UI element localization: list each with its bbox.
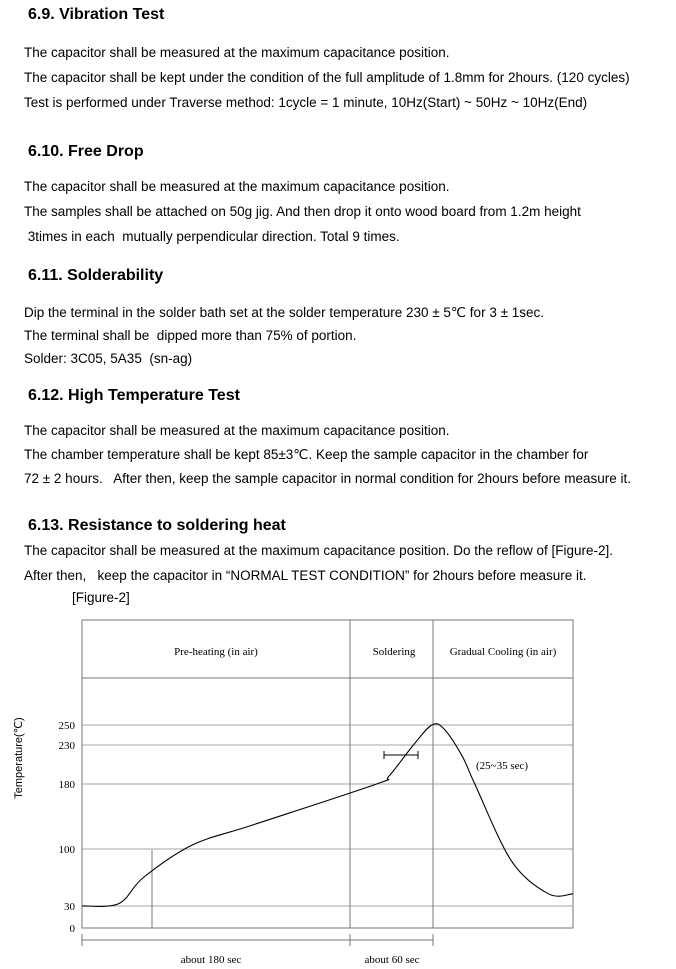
- y-tick-label: 250: [58, 720, 75, 732]
- heading-high-temperature-test: 6.12. High Temperature Test: [28, 387, 240, 404]
- zone-label-preheating: Pre-heating (in air): [174, 646, 258, 658]
- y-tick-label: 30: [64, 901, 75, 913]
- paragraph-line: The chamber temperature shall be kept 85±3℃. Keep the sample capacitor in the chamber for: [24, 447, 589, 462]
- paragraph-line: The capacitor shall be measured at the maximum capacitance position.: [24, 45, 450, 60]
- paragraph-line: Solder: 3C05, 5A35 (sn-ag): [24, 351, 193, 366]
- zone-label-soldering: Soldering: [372, 646, 416, 658]
- zone-label-cooling: Gradual Cooling (in air): [449, 646, 557, 658]
- y-tick-label: 100: [58, 844, 75, 856]
- y-tick-label: 180: [58, 779, 75, 791]
- paragraph-line: The capacitor shall be measured at the maximum capacitance position.: [24, 179, 450, 194]
- paragraph-line: 72 ± 2 hours. After then, keep the sample capacitor in normal condition for 2hours before measure it.: [24, 471, 631, 486]
- paragraph-line: The terminal shall be dipped more than 75% of portion.: [24, 328, 357, 343]
- y-axis-label: Temperature(℃): [13, 717, 25, 799]
- paragraph-line: After then, keep the capacitor in “NORMAL TEST CONDITION” for 2hours before measure it.: [24, 568, 587, 583]
- paragraph-line: The samples shall be attached on 50g jig. And then drop it onto wood board from 1.2m height: [24, 204, 581, 219]
- reflow-curve: [82, 724, 573, 907]
- y-tick-labels: [59, 720, 76, 935]
- heading-vibration-test: 6.9. Vibration Test: [28, 6, 165, 23]
- paragraph-line: Dip the terminal in the solder bath set at the solder temperature 230 ± 5℃ for 3 ± 1sec.: [24, 305, 545, 320]
- duration-label-60: about 60 sec: [364, 954, 420, 966]
- paragraph-line: The capacitor shall be measured at the maximum capacitance position.: [24, 423, 450, 438]
- heading-resistance-soldering-heat: 6.13. Resistance to soldering heat: [28, 517, 286, 534]
- heading-solderability: 6.11. Solderability: [28, 267, 164, 284]
- y-tick-label: 0: [69, 923, 75, 935]
- paragraph-line: 3times in each mutually perpendicular direction. Total 9 times.: [24, 229, 400, 244]
- duration-label-180: about 180 sec: [180, 954, 242, 966]
- y-tick-label: 230: [58, 740, 75, 752]
- gridlines: [82, 725, 573, 906]
- peak-duration-annotation: (25~35 sec): [475, 760, 529, 772]
- heading-free-drop: 6.10. Free Drop: [28, 143, 144, 160]
- paragraph-line: The capacitor shall be kept under the condition of the full amplitude of 1.8mm for 2hours. (120 cycles): [24, 70, 630, 85]
- paragraph-line: The capacitor shall be measured at the maximum capacitance position. Do the reflow of [Figure-2].: [24, 543, 614, 558]
- paragraph-line: Test is performed under Traverse method: 1cycle = 1 minute, 10Hz(Start) ~ 50Hz ~ 10Hz(End): [24, 95, 588, 110]
- figure-caption: [Figure-2]: [72, 590, 130, 605]
- chart-frame: [82, 620, 573, 928]
